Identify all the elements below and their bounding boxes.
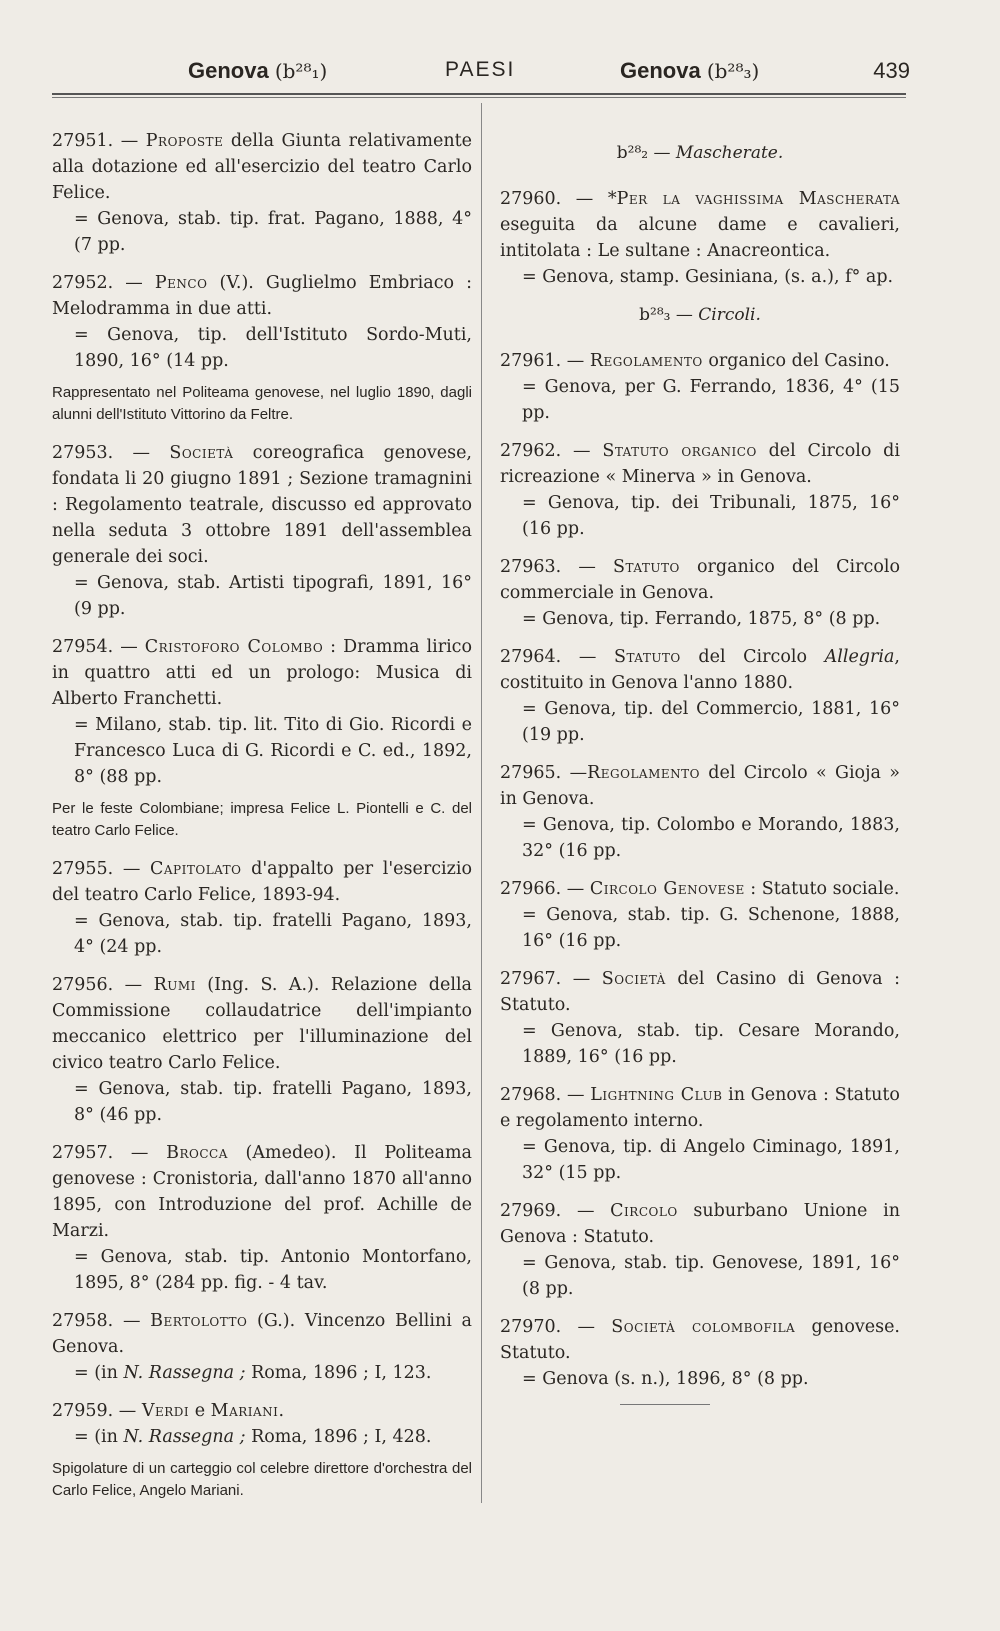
section-code: b²⁸₃: [639, 305, 671, 325]
entry-heading: Capitolato: [149, 859, 242, 879]
entry-dash: —: [561, 647, 614, 667]
entry-text: [52, 856, 472, 908]
entry-text: [52, 440, 472, 570]
entry-27968: [500, 1082, 900, 1186]
entry-title: (Ing. S. A.). Relazione della Commissione collaudatrice dell'impianto meccanico elettrico per l'illuminazione del civico teatro Carlo Felice.: [52, 975, 472, 1073]
entry-dash: —: [561, 441, 603, 461]
entry-27952: [52, 270, 472, 374]
entry-text: [500, 760, 900, 812]
entry-imprint: = Genova, tip. del Commercio, 1881, 16° (19 pp.: [522, 699, 900, 745]
journal-title: N. Rassegna ;: [123, 1427, 246, 1447]
entry-text: [500, 348, 900, 374]
entry-heading-2: Mariani: [210, 1401, 279, 1421]
entry-title: del Circolo di ricreazione « Minerva » in Genova.: [500, 441, 900, 487]
entry-number: 27968.: [500, 1085, 562, 1105]
entry-imprint: [52, 1424, 472, 1450]
entry-imprint: = Genova, stab. tip. Genovese, 1891, 16° (8 pp.: [522, 1253, 900, 1299]
entry-title: in Genova : Statuto e regolamento interno.: [500, 1085, 900, 1131]
entry-heading: Circolo Genovese: [589, 879, 745, 899]
entry-heading: Proposte: [145, 131, 224, 151]
entry-heading: Verdi: [141, 1401, 190, 1421]
entry-27962: [500, 438, 900, 542]
entry-imprint: = Genova, tip. di Angelo Ciminago, 1891, 32° (15 pp.: [522, 1137, 900, 1183]
entry-number: 27952.: [52, 273, 114, 293]
entry-imprint: = Genova, stab. tip. frat. Pagano, 1888, 4° (7 pp.: [74, 209, 472, 255]
entry-dash: —: [561, 557, 614, 577]
entry-title: (V.). Guglielmo Embriaco : Melodramma in due atti.: [52, 273, 472, 319]
entry-heading: Statuto: [613, 647, 681, 667]
entry-dash: —: [113, 273, 155, 293]
entry-27966: [500, 876, 900, 954]
entry-27964: [500, 644, 900, 748]
section-heading-circoli: [500, 302, 900, 328]
entry-text: [52, 1140, 472, 1244]
entry-text: [500, 1314, 900, 1366]
entry-number: 27966.: [500, 879, 562, 899]
entry-number: 27969.: [500, 1201, 562, 1221]
entry-text: [500, 438, 900, 490]
entry-text: [52, 1398, 472, 1424]
entry-dash: —: [561, 189, 608, 209]
entry-conjunction: e: [189, 1401, 211, 1421]
entry-title: organico del Casino.: [702, 351, 890, 371]
entry-27969: [500, 1198, 900, 1302]
entry-number: 27963.: [500, 557, 562, 577]
entry-heading: Circolo: [610, 1201, 678, 1221]
entry-imprint: = Genova (s. n.), 1896, 8° (8 pp.: [522, 1369, 809, 1389]
entry-imprint: = Genova, stab. tip. G. Schenone, 1888, 16° (16 pp.: [522, 905, 900, 951]
entry-heading: Statuto: [613, 557, 680, 577]
entry-dash: —: [561, 879, 590, 899]
entry-title: : Statuto sociale.: [744, 879, 900, 899]
entry-heading: Regolamento: [589, 351, 703, 371]
entry-dash: —: [561, 351, 590, 371]
entry-heading: Statuto organico: [602, 441, 757, 461]
entry-imprint: = Genova, stab. tip. fratelli Pagano, 1893, 4° (24 pp.: [74, 911, 472, 957]
running-header: [50, 58, 910, 98]
left-column: [52, 128, 472, 1516]
header-left-code: (b²⁸₁): [274, 59, 328, 83]
entry-text: [52, 128, 472, 206]
entry-dash: —: [113, 859, 150, 879]
entry-number: 27962.: [500, 441, 562, 461]
entry-imprint: = Genova, tip. dei Tribunali, 1875, 16° (16 pp.: [522, 493, 900, 539]
entry-27959: [52, 1398, 472, 1450]
right-column: [500, 128, 900, 1405]
entry-imprint: = Genova, stab. tip. Cesare Morando, 1889, 16° (16 pp.: [522, 1021, 900, 1067]
entry-title: coreografica genovese, fondata li 20 giugno 1891 ; Sezione tramagnini : Regolamento teatrale, discusso ed approvato nella seduta 3 ottobre 1891 dell'assemblea generale dei soci.: [52, 443, 472, 567]
header-right-city: Genova: [620, 58, 701, 83]
entry-imprint: = Genova, tip. dell'Istituto Sordo-Muti, 1890, 16° (14 pp.: [74, 325, 472, 371]
entry-text: [52, 1308, 472, 1360]
entry-dash: —: [561, 1317, 612, 1337]
entry-dash: —: [561, 1085, 591, 1105]
entry-number: 27956.: [52, 975, 114, 995]
entry-number: 27961.: [500, 351, 562, 371]
entry-dash: —: [113, 131, 146, 151]
entry-dash: —: [113, 1311, 151, 1331]
imprint-prefix: = (in: [74, 1363, 124, 1383]
end-rule: [620, 1404, 710, 1405]
entry-27951: [52, 128, 472, 258]
entry-number: 27958.: [52, 1311, 114, 1331]
entry-heading: Rumi: [153, 975, 196, 995]
entry-italic-name: Allegria: [824, 647, 895, 667]
entry-dash: —: [113, 1401, 142, 1421]
section-dash: —: [648, 143, 676, 163]
entry-number: 27959.: [52, 1401, 114, 1421]
entry-title: organico del Circolo commerciale in Genova.: [500, 557, 900, 603]
header-right-title: [620, 58, 759, 84]
entry-title: .: [278, 1401, 285, 1421]
entry-text: [500, 966, 900, 1018]
entry-27965: [500, 760, 900, 864]
header-rule: [52, 93, 906, 95]
entry-text: [500, 1082, 900, 1134]
entry-title: eseguita da alcune dame e cavalieri, intitolata : Le sultane : Anacreontica.: [500, 215, 900, 261]
entry-text: [500, 186, 900, 264]
entry-note: Per le feste Colombiane; impresa Felice L. Piontelli e C. del teatro Carlo Felice.: [52, 800, 472, 839]
entry-title: del Casino di Genova : Statuto.: [500, 969, 900, 1015]
entry-number: 27951.: [52, 131, 114, 151]
entry-27967: [500, 966, 900, 1070]
imprint-suffix: Roma, 1896 ; I, 428.: [245, 1427, 432, 1447]
entry-27956: [52, 972, 472, 1128]
entry-text: [500, 876, 900, 902]
entry-star: *: [607, 189, 617, 209]
entry-imprint: = Genova, tip. Colombo e Morando, 1883, 32° (16 pp.: [522, 815, 900, 861]
entry-number: 27967.: [500, 969, 562, 989]
section-heading-mascherate: [500, 140, 900, 166]
section-title: Circoli.: [698, 305, 761, 325]
entry-heading: Lightning Club: [590, 1085, 723, 1105]
entry-dash: —: [561, 763, 588, 783]
header-rule-thin: [52, 97, 906, 98]
entry-dash: —: [113, 637, 145, 657]
entry-title: : Dramma lirico in quattro atti ed un prologo: Musica di Alberto Franchetti.: [52, 637, 472, 709]
entry-title: del Circolo « Gioja » in Genova.: [500, 763, 900, 809]
entry-number: 27960.: [500, 189, 562, 209]
entry-heading: Società: [601, 969, 666, 989]
entry-imprint: = Milano, stab. tip. lit. Tito di Gio. Ricordi e Francesco Luca di G. Ricordi e C. ed., 1892, 8° (88 pp.: [74, 715, 472, 787]
entry-heading: Regolamento: [587, 763, 700, 783]
entry-text: [500, 1198, 900, 1250]
entry-27958: [52, 1308, 472, 1386]
entry-imprint: = Genova, stab. Artisti tipografi, 1891, 16° (9 pp.: [74, 573, 472, 619]
imprint-suffix: Roma, 1896 ; I, 123.: [245, 1363, 432, 1383]
entry-imprint: = Genova, stab. tip. Antonio Montorfano, 1895, 8° (284 pp. fig. - 4 tav.: [74, 1247, 472, 1293]
entry-27970: [500, 1314, 900, 1392]
entry-27955: [52, 856, 472, 960]
entry-text: [52, 270, 472, 322]
section-dash: —: [670, 305, 699, 325]
entry-27963: [500, 554, 900, 632]
header-left-city: Genova: [188, 58, 269, 83]
entry-number: 27957.: [52, 1143, 114, 1163]
entry-title: (Amedeo). Il Politeama genovese : Cronistoria, dall'anno 1870 all'anno 1895, con Introduzione del prof. Achille de Marzi.: [52, 1143, 472, 1241]
entry-heading: Penco: [154, 273, 208, 293]
entry-dash: —: [113, 975, 154, 995]
entry-title: genovese. Statuto.: [500, 1317, 900, 1363]
entry-imprint: = Genova, stamp. Gesiniana, (s. a.), f° ap.: [522, 267, 894, 287]
entry-heading: Società colombofila: [611, 1317, 796, 1337]
entry-number: 27955.: [52, 859, 114, 879]
entry-number: 27970.: [500, 1317, 562, 1337]
entry-dash: —: [113, 443, 170, 463]
entry-title: della Giunta relativamente alla dotazione ed all'esercizio del teatro Carlo Felice.: [52, 131, 472, 203]
entry-title: suburbano Unione in Genova : Statuto.: [500, 1201, 900, 1247]
column-divider: [481, 103, 482, 1503]
entry-number: 27954.: [52, 637, 114, 657]
entry-title: , costituito in Genova l'anno 1880.: [500, 647, 900, 693]
imprint-prefix: = (in: [74, 1427, 124, 1447]
entry-number: 27953.: [52, 443, 114, 463]
entry-dash: —: [561, 1201, 611, 1221]
entry-27953: [52, 440, 472, 622]
entry-heading: Cristoforo Colombo: [144, 637, 324, 657]
entry-title: d'appalto per l'esercizio del teatro Carlo Felice, 1893-94.: [52, 859, 472, 905]
header-left-title: [188, 58, 327, 84]
entry-text: [500, 554, 900, 606]
entry-heading: Bertolotto: [150, 1311, 248, 1331]
entry-title-prefix: del Circolo: [680, 647, 825, 667]
header-center-title: PAESI: [445, 58, 516, 81]
entry-27954: [52, 634, 472, 790]
entry-number: 27964.: [500, 647, 562, 667]
journal-title: N. Rassegna ;: [123, 1363, 246, 1383]
entry-heading: Società: [169, 443, 234, 463]
header-right-code: (b²⁸₃): [706, 59, 760, 83]
entry-27960: [500, 186, 900, 290]
entry-dash: —: [561, 969, 602, 989]
entry-title: (G.). Vincenzo Bellini a Genova.: [52, 1311, 472, 1357]
entry-heading: Per la vaghissima Mascherata: [616, 189, 900, 209]
entry-27961: [500, 348, 900, 426]
entry-imprint: = Genova, tip. Ferrando, 1875, 8° (8 pp.: [522, 609, 881, 629]
entry-note: Spigolature di un carteggio col celebre direttore d'orchestra del Carlo Felice, Angelo Mariani.: [52, 1460, 472, 1499]
entry-text: [52, 972, 472, 1076]
entry-27957: [52, 1140, 472, 1296]
entry-imprint: [52, 1360, 472, 1386]
entry-imprint: = Genova, per G. Ferrando, 1836, 4° (15 pp.: [522, 377, 900, 423]
entry-dash: —: [113, 1143, 167, 1163]
entry-number: 27965.: [500, 763, 562, 783]
entry-text: [52, 634, 472, 712]
section-code: b²⁸₂: [616, 143, 649, 163]
entry-imprint: = Genova, stab. tip. fratelli Pagano, 1893, 8° (46 pp.: [74, 1079, 472, 1125]
page-number: 439: [873, 58, 910, 83]
entry-heading: Brocca: [166, 1143, 228, 1163]
entry-note: Rappresentato nel Politeama genovese, nel luglio 1890, dagli alunni dell'Istituto Vittorino da Feltre.: [52, 384, 472, 423]
section-title: Mascherate.: [675, 143, 784, 163]
entry-text: [500, 644, 900, 696]
